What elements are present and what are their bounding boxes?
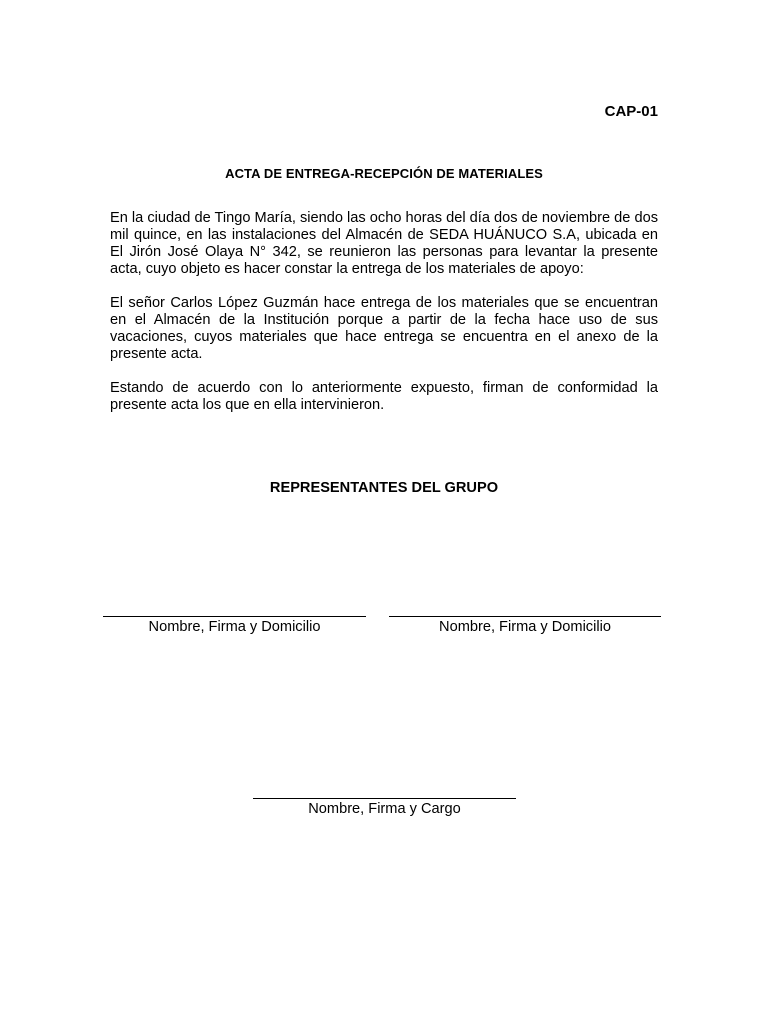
signature-caption: Nombre, Firma y Domicilio xyxy=(439,619,611,635)
document-code: CAP-01 xyxy=(604,103,658,120)
paragraph-delivery: El señor Carlos López Guzmán hace entrega de los materiales que se encuentran en el Almacén de la Institución porque a partir de la fecha hace uso de sus vacaciones, cuyos materiales que hace entrega se encuentra en el anexo de la presente acta. xyxy=(110,295,658,362)
signature-line xyxy=(253,798,516,799)
signature-caption: Nombre, Firma y Domicilio xyxy=(148,619,321,635)
paragraph-agreement: Estando de acuerdo con lo anteriormente expuesto, firman de conformidad la presente acta los que en ella intervinieron. xyxy=(110,380,658,413)
signature-block-center xyxy=(253,798,516,817)
section-title-representatives: REPRESENTANTES DEL GRUPO xyxy=(269,480,499,496)
document-title: ACTA DE ENTREGA-RECEPCIÓN DE MATERIALES xyxy=(225,166,543,181)
signature-block-right xyxy=(389,616,661,635)
signature-block-left xyxy=(103,616,366,635)
signature-line xyxy=(103,616,366,617)
paragraph-intro: En la ciudad de Tingo María, siendo las ocho horas del día dos de noviembre de dos mil quince, en las instalaciones del Almacén de SEDA HUÁNUCO S.A, ubicada en El Jirón José Olaya N° 342, se reunieron las personas para levantar la presente acta, cuyo objeto es hacer constar la entrega de los materiales de apoyo: xyxy=(110,210,658,277)
signature-line xyxy=(389,616,661,617)
signature-caption: Nombre, Firma y Cargo xyxy=(308,801,461,817)
document-body xyxy=(110,210,658,431)
